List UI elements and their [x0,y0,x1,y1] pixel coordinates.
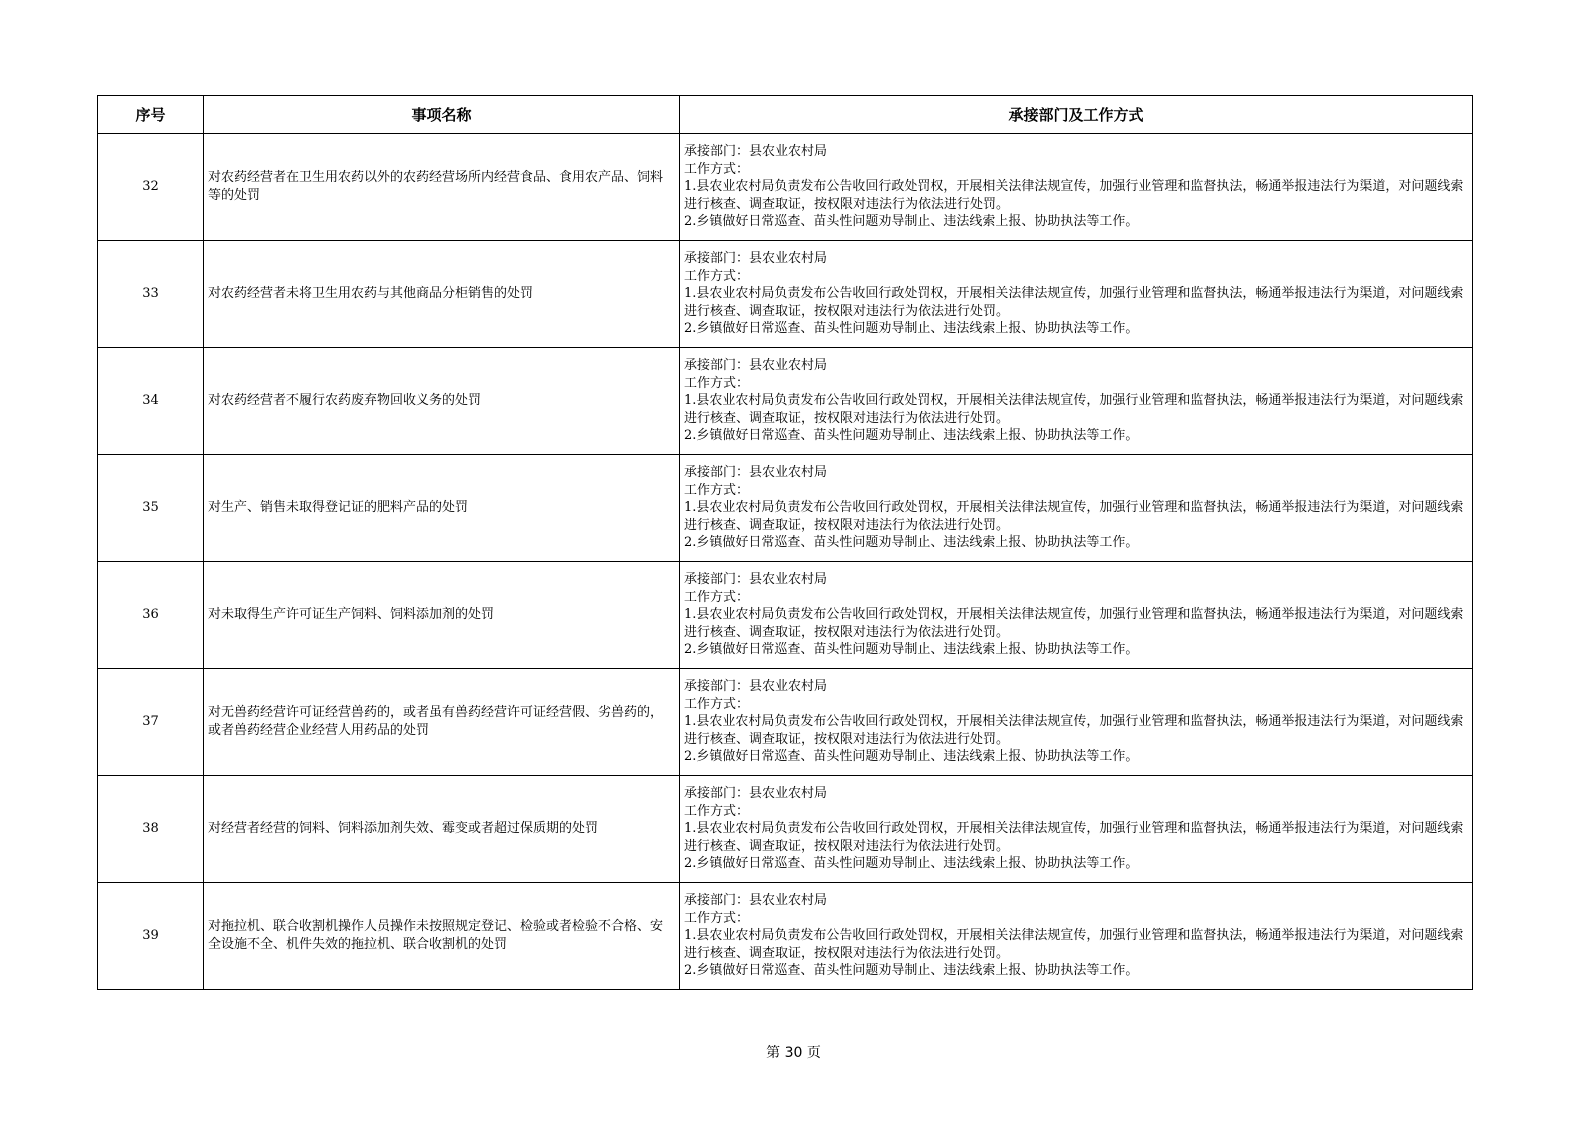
header-row [98,96,1473,134]
header-dept: 承接部门及工作方式 [680,96,1473,134]
row-num: 39 [98,883,204,990]
dept-line: 承接部门：县农业农村局 [684,893,828,909]
method-item-1: 1.县农业农村局负责发布公告收回行政处罚权，开展相关法律法规宣传，加强行业管理和监督执法，畅通举报违法行为渠道，对问题线索进行核查、调查取证，按权限对违法行为依法进行处罚。 [684,928,1464,961]
method-item-2: 2.乡镇做好日常巡查、苗头性问题劝导制止、违法线索上报、协助执法等工作。 [684,428,1139,444]
method-item-1: 1.县农业农村局负责发布公告收回行政处罚权，开展相关法律法规宣传，加强行业管理和监督执法，畅通举报违法行为渠道，对问题线索进行核查、调查取证，按权限对违法行为依法进行处罚。 [684,179,1464,212]
row-name: 对农药经营者在卫生用农药以外的农药经营场所内经营食品、食用农产品、饲料等的处罚 [204,134,680,241]
method-label: 工作方式： [684,803,750,819]
matters-table [97,95,1473,990]
row-num: 34 [98,348,204,455]
row-dept [680,776,1473,883]
method-item-1: 1.县农业农村局负责发布公告收回行政处罚权，开展相关法律法规宣传，加强行业管理和监督执法，畅通举报违法行为渠道，对问题线索进行核查、调查取证，按权限对违法行为依法进行处罚。 [684,393,1464,426]
method-item-2: 2.乡镇做好日常巡查、苗头性问题劝导制止、违法线索上报、协助执法等工作。 [684,749,1139,765]
table-row [98,348,1473,455]
row-dept [680,455,1473,562]
method-item-1: 1.县农业农村局负责发布公告收回行政处罚权，开展相关法律法规宣传，加强行业管理和监督执法，畅通举报违法行为渠道，对问题线索进行核查、调查取证，按权限对违法行为依法进行处罚。 [684,500,1464,533]
method-item-2: 2.乡镇做好日常巡查、苗头性问题劝导制止、违法线索上报、协助执法等工作。 [684,214,1139,230]
row-dept [680,883,1473,990]
method-item-1: 1.县农业农村局负责发布公告收回行政处罚权，开展相关法律法规宣传，加强行业管理和监督执法，畅通举报违法行为渠道，对问题线索进行核查、调查取证，按权限对违法行为依法进行处罚。 [684,821,1464,854]
row-name: 对未取得生产许可证生产饲料、饲料添加剂的处罚 [204,562,680,669]
row-num: 33 [98,241,204,348]
header-name: 事项名称 [204,96,680,134]
row-num: 35 [98,455,204,562]
method-label: 工作方式： [684,161,750,177]
row-num: 37 [98,669,204,776]
dept-line: 承接部门：县农业农村局 [684,144,828,160]
row-name: 对农药经营者未将卫生用农药与其他商品分柜销售的处罚 [204,241,680,348]
row-dept [680,348,1473,455]
method-item-2: 2.乡镇做好日常巡查、苗头性问题劝导制止、违法线索上报、协助执法等工作。 [684,963,1139,979]
row-name: 对经营者经营的饲料、饲料添加剂失效、霉变或者超过保质期的处罚 [204,776,680,883]
row-dept [680,241,1473,348]
method-label: 工作方式： [684,268,750,284]
row-num: 36 [98,562,204,669]
dept-line: 承接部门：县农业农村局 [684,358,828,374]
method-item-2: 2.乡镇做好日常巡查、苗头性问题劝导制止、违法线索上报、协助执法等工作。 [684,321,1139,337]
row-dept [680,134,1473,241]
page-number: 第 30 页 [766,1045,821,1061]
table-row [98,134,1473,241]
row-num: 38 [98,776,204,883]
method-item-1: 1.县农业农村局负责发布公告收回行政处罚权，开展相关法律法规宣传，加强行业管理和监督执法，畅通举报违法行为渠道，对问题线索进行核查、调查取证，按权限对违法行为依法进行处罚。 [684,714,1464,747]
dept-line: 承接部门：县农业农村局 [684,572,828,588]
table-row [98,562,1473,669]
method-label: 工作方式： [684,696,750,712]
row-name: 对生产、销售未取得登记证的肥料产品的处罚 [204,455,680,562]
table-row [98,883,1473,990]
method-item-2: 2.乡镇做好日常巡查、苗头性问题劝导制止、违法线索上报、协助执法等工作。 [684,535,1139,551]
method-item-2: 2.乡镇做好日常巡查、苗头性问题劝导制止、违法线索上报、协助执法等工作。 [684,642,1139,658]
table-row [98,669,1473,776]
table-row [98,241,1473,348]
method-item-2: 2.乡镇做好日常巡查、苗头性问题劝导制止、违法线索上报、协助执法等工作。 [684,856,1139,872]
method-item-1: 1.县农业农村局负责发布公告收回行政处罚权，开展相关法律法规宣传，加强行业管理和监督执法，畅通举报违法行为渠道，对问题线索进行核查、调查取证，按权限对违法行为依法进行处罚。 [684,286,1464,319]
method-label: 工作方式： [684,375,750,391]
method-label: 工作方式： [684,482,750,498]
dept-line: 承接部门：县农业农村局 [684,465,828,481]
table-row [98,776,1473,883]
method-label: 工作方式： [684,910,750,926]
row-dept [680,669,1473,776]
table-row [98,455,1473,562]
row-dept [680,562,1473,669]
dept-line: 承接部门：县农业农村局 [684,786,828,802]
method-label: 工作方式： [684,589,750,605]
dept-line: 承接部门：县农业农村局 [684,679,828,695]
method-item-1: 1.县农业农村局负责发布公告收回行政处罚权，开展相关法律法规宣传，加强行业管理和监督执法，畅通举报违法行为渠道，对问题线索进行核查、调查取证，按权限对违法行为依法进行处罚。 [684,607,1464,640]
dept-line: 承接部门：县农业农村局 [684,251,828,267]
header-num: 序号 [98,96,204,134]
row-num: 32 [98,134,204,241]
row-name: 对无兽药经营许可证经营兽药的，或者虽有兽药经营许可证经营假、劣兽药的，或者兽药经营企业经营人用药品的处罚 [204,669,680,776]
row-name: 对农药经营者不履行农药废弃物回收义务的处罚 [204,348,680,455]
row-name: 对拖拉机、联合收割机操作人员操作未按照规定登记、检验或者检验不合格、安全设施不全、机件失效的拖拉机、联合收割机的处罚 [204,883,680,990]
